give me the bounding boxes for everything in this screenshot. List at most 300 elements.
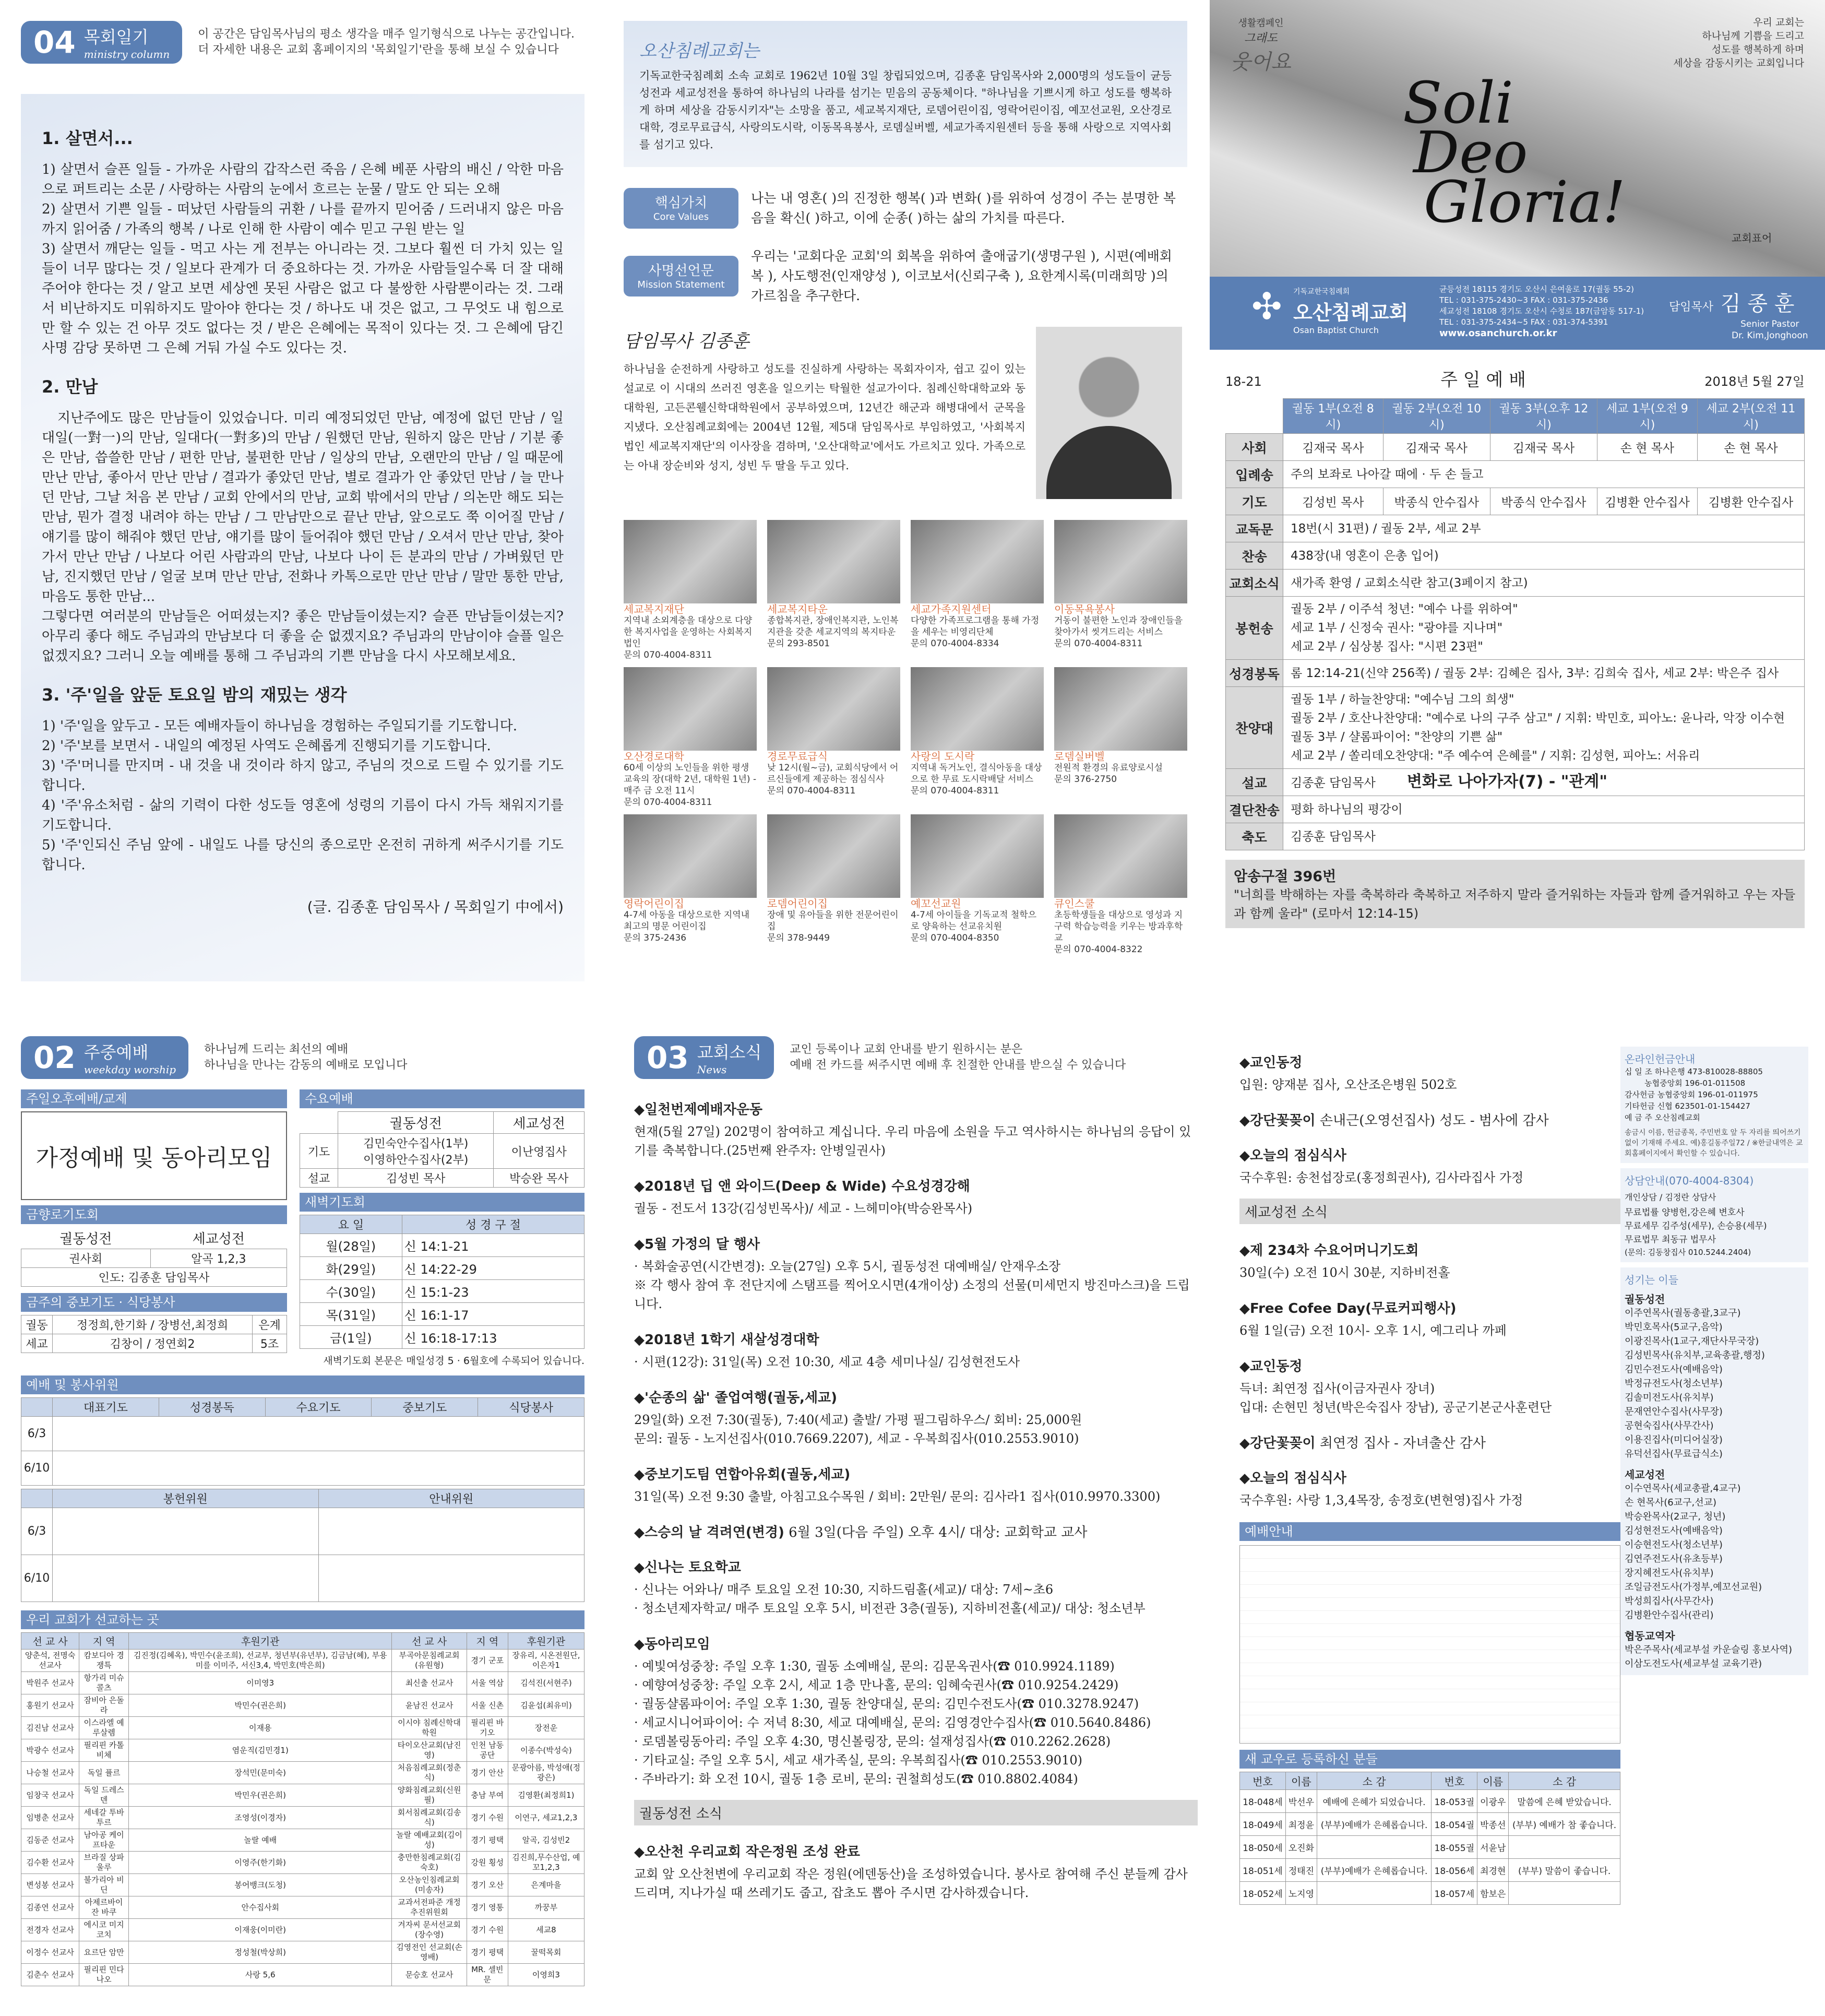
section-sub: ministry column (84, 48, 170, 61)
mission-row (21, 1852, 585, 1874)
slogan-line: 우리 교회는 (1753, 17, 1804, 28)
sermon-preacher: 김종훈 담임목사 (1291, 776, 1376, 790)
mission-en: Mission Statement (637, 279, 725, 290)
campaign-tag-3: 웃어요 (1231, 50, 1291, 74)
worship-cell: 궐동 2부 / 이주석 청년: "예수 나를 위하여" 세교 1부 / 신정숙 권사: "광야를 지나며" 세교 2부 / 심상봉 집사: "시편 23편" (1283, 597, 1805, 660)
newcomer-cell: 정태진 (1285, 1859, 1317, 1882)
memory-verse: "너희를 박해하는 자를 축복하라 축복하고 저주하지 말라 즐거워하는 자들과 함께 즐거워하고 우는 자들과 함께 울라" (로마서 12:14-15) (1234, 887, 1796, 921)
mission-cell: 박원주 선교사 (21, 1672, 79, 1694)
heading-2: 2. 만남 (42, 377, 98, 397)
newcomer-cell: 18-057세 (1432, 1882, 1477, 1905)
ministry-caption (767, 898, 900, 944)
worship-header (1225, 365, 1805, 391)
campaign-tag-2: 그래도 (1244, 32, 1278, 45)
staff-item: 박승완목사(2교구, 청년) (1625, 1511, 1726, 1522)
ministry-desc: 다양한 가족프로그램을 통해 가정을 세우는 비영리단체 (911, 615, 1040, 637)
newcomer-cell (1509, 1882, 1620, 1905)
ministry-photo (1054, 667, 1187, 751)
staff-group: 궐동성전 (1625, 1293, 1665, 1306)
staff-item: 이용진집사(미디어실장) (1625, 1434, 1723, 1445)
mission-row (21, 1672, 585, 1694)
volunteer-cells (318, 1555, 585, 1602)
counsel-line: 무료세무 김주성(세무), 손승용(세무) (1625, 1221, 1767, 1231)
newcomer-row (1240, 1882, 1620, 1905)
volunteer-cells (53, 1508, 319, 1555)
gwol-news-bar: 궐동성전 소식 (634, 1800, 1198, 1825)
mission-row (21, 1964, 585, 1986)
note-line-1: 교인 등록이나 교회 안내를 받기 원하시는 분은 (790, 1043, 1023, 1056)
mission-cell: 김영환(최정희1) (508, 1784, 584, 1807)
pastor-name: 김 종 훈 (1721, 292, 1795, 316)
mission-head: 지 역 (467, 1633, 508, 1650)
worship-cell: 18번(시 31편) / 궐동 2부, 세교 2부 (1283, 515, 1805, 542)
ministry-card (624, 814, 757, 955)
news-body: 6월 1일(금) 오전 10시- 오후 1시, 예그리나 까페 (1239, 1323, 1507, 1338)
friday-leader: 인도: 김종훈 담임목사 (21, 1268, 287, 1287)
mission-cell: 문광아름, 박성애(정광은) (508, 1762, 584, 1784)
cover-footer (1210, 277, 1825, 350)
mission-head: 후원기관 (508, 1633, 584, 1650)
mission-cell: 김석진(서현주) (508, 1672, 584, 1694)
mission-cell: 오산농인침례교회(미송자) (392, 1874, 467, 1896)
ministry-caption (1054, 603, 1187, 649)
news-body: · 복화술공연(시간변경): 오늘(27일) 오후 5시, 궐동성전 대예배실/ 안재우소장 ※ 각 행사 참여 후 전단지에 스탬프를 찍어오시면(4개이상) 소정의 선물(미세먼지 방진마스크)을 드립니다. (634, 1259, 1190, 1311)
newcomer-cell: 18-056세 (1432, 1859, 1477, 1882)
newcomer-cell (1317, 1882, 1432, 1905)
sermon-title: 변화로 나아가자(7) - "관계" (1406, 772, 1608, 791)
news-heading: ◆제 234차 수요어머니기도회 (1239, 1243, 1419, 1259)
ministry-caption (624, 751, 757, 808)
mission-cell: 까꿍부 (508, 1896, 584, 1919)
service-cells (53, 1417, 585, 1451)
section-sub: News (697, 1063, 727, 1076)
newcomer-cell: 18-053궐 (1432, 1790, 1477, 1813)
mission-cell: 경기 평택 (467, 1829, 508, 1852)
body-3: 1) '주'일을 앞두고 - 모든 예배자들이 하나님을 경험하는 주일되기를 기도합니다. 2) '주'보를 보면서 - 내일의 예정된 사역도 은혜롭게 진행되기를 기도합니다. 3) '주'머니를 만지며 - 내 것을 내 것이라 하지 않고, 주님의 것으로 드릴 수 있기를 기도합니다. 4) '주'유소처럼 - 삶의 기력이 다한 성도들 영혼에 성령의 기름이 다시 가득 채워지기를 기도합니다. 5) '주'인되신 주님 앞에 - 내일도 나를 당신의 종으로만 온전히 귀하게 써주시기를 기도합니다. (42, 718, 564, 873)
ministry-name: 로뎀실버벨 (1054, 750, 1105, 763)
church-name-en: Osan Baptist Church (1293, 325, 1379, 335)
mission-cell: 장석민(문미숙) (129, 1762, 392, 1784)
friday-bar: 금향로기도회 (21, 1205, 287, 1224)
mission-cell: 경기 군포 (467, 1650, 508, 1672)
ministry-name: 오산경로대학 (624, 750, 684, 763)
mission-cell: 경기 평택 (467, 1941, 508, 1964)
newcomer-cell: 최경현 (1477, 1859, 1509, 1882)
online-title: 온라인헌금안내 (1625, 1053, 1696, 1065)
mission-head: 선 교 사 (392, 1633, 467, 1650)
mission-cell: 최신출 선교사 (392, 1672, 467, 1694)
mission-cell: 강원 횡성 (467, 1852, 508, 1874)
worship-row-label: 교독문 (1226, 515, 1283, 542)
denomination: 기독교한국침례회 (1293, 288, 1350, 296)
column-body (21, 94, 585, 981)
mission-cell: 독일 드레스덴 (79, 1784, 129, 1807)
motto-caption: 교회표어 (1732, 232, 1772, 244)
online-box (1620, 1047, 1808, 1163)
newcomer-cell: (부부)예배가 은혜롭습니다. (1317, 1813, 1432, 1836)
staff-item: 김민수전도사(예배음악) (1625, 1364, 1723, 1375)
section-sub: weekday worship (84, 1063, 176, 1076)
mission-cell: 알곡, 김성빈2 (508, 1829, 584, 1852)
cell: 기도 (300, 1134, 338, 1169)
ministry-photo (1054, 520, 1187, 603)
staff-item: 박은주목사(세교부설 카운슬링 홍보사역) (1625, 1644, 1793, 1655)
address-line: TEL : 031-375-2434~5 FAX : 031-374-5391 (1439, 317, 1608, 327)
ministry-card (624, 520, 757, 661)
counsel-line: (문의: 김동창집사 010.5244.2404) (1625, 1248, 1751, 1257)
news-heading: ◆오늘의 점심식사 (1239, 1471, 1346, 1486)
ministry-name: 경로무료급식 (767, 750, 828, 763)
staff-item: 박정규전도사(청소년부) (1625, 1378, 1723, 1389)
wed-head: 세교성전 (494, 1112, 585, 1134)
mission-row (21, 1896, 585, 1919)
mission-cell: 놀랄 예배 (129, 1829, 392, 1852)
newcomer-cell: 이광우 (1477, 1790, 1509, 1813)
ministry-photo (911, 520, 1044, 603)
intro-box (624, 21, 1187, 167)
worship-cell: 주의 보좌로 나아갈 때에 · 두 손 들고 (1283, 461, 1805, 488)
worship-cell: 438장(내 영혼이 은총 입어) (1283, 542, 1805, 570)
newcomer-row (1240, 1859, 1620, 1882)
wednesday-bar: 수요예배 (300, 1089, 585, 1108)
mission-cell: 이종수(박성숙) (508, 1739, 584, 1762)
mission-cell: 김진정(김혜옥), 박민수(윤조희), 선교부, 청년부(유년부), 김금남(혜), 부용미를 이미주, 서신3,4, 박민호(박은희) (129, 1650, 392, 1672)
mission-row (624, 246, 1187, 306)
newcomer-cell: 18-054궐 (1432, 1813, 1477, 1836)
staff-item: 김병환안수집사(관리) (1625, 1610, 1714, 1621)
mission-cell: 이연구, 세교1,2,3 (508, 1807, 584, 1829)
news-body: 국수후원: 사랑 1,3,4목장, 송정호(변현영)집사 가정 (1239, 1493, 1523, 1508)
mission-cell: 이스라엘 예루살렘 (79, 1717, 129, 1739)
mission-row (21, 1829, 585, 1852)
ministry-name: 세교복지타운 (767, 603, 828, 615)
church-name: 오산침례교회 (1293, 301, 1409, 324)
worship-row-label: 성경봉독 (1226, 660, 1283, 687)
slogan-line: 하나님께 기쁨을 드리고 (1702, 30, 1804, 42)
address-line: 세교성전 18108 경기도 오산시 수청로 187(금암동 517-1) (1439, 306, 1644, 316)
worship-cell: 김재국 목사 (1383, 434, 1490, 461)
mission-cell: 필리핀 카톨비체 (79, 1739, 129, 1762)
pastor-title: 담임목사 김종훈 (624, 331, 749, 352)
worship-row-label: 교회소식 (1226, 570, 1283, 597)
cell: 이난영집사 (494, 1134, 585, 1169)
worship-cell: 롬 12:14-21(신약 256쪽) / 궐동 2부: 김혜은 집사, 3부: 김희숙 집사, 세교 2부: 박은주 집사 (1283, 660, 1805, 687)
body-1: 1) 살면서 슬픈 일들 - 가까운 사람의 갑작스런 죽음 / 은혜 베푼 사람의 배신 / 악한 마음으로 퍼트리는 소문 / 사랑하는 사람의 눈에서 흐르는 눈물 / 말도 안 되는 오해 2) 살면서 기쁜 일들 - 떠났던 사람들의 귀환 / 나를 끝까지 믿어줌 / 드러내지 않은 마음까지 읽어줌 / 가족의 행복 / 나로 인해 한 사람이 예수 믿고 구원 받는 일 3) 살면서 깨닫는 일들 - 먹고 사는 게 전부는 아니라는 것. 그보다 훨씬 더 가치 있는 일들이 너무 많다는 것 / 일보다 관계가 더 중요하다는 것. 가까운 사람들일수록 더 잘 대해주어야 한다는 것 / 알고 보면 세상엔 못된 사람은 없고 다 불쌍한 사람뿐이라는 것. 그래서 비난하지도 미워하지도 말아야 한다는 것 / 하나도 내 것은 없고, 그 무엇도 내 힘으로만 할 수 있는 건 아무 것도 없다는 것 / 받은 은혜에는 목적이 있다는 것. 그 은혜에 담긴 사명 감당 못하면 그 은혜 거둬 가실 수도 있다는 것. (42, 162, 564, 356)
mission-table (21, 1632, 585, 1986)
worship-row (1226, 660, 1805, 687)
dawn-day: 수(30일) (300, 1280, 402, 1303)
page-04-header (21, 21, 575, 64)
news-heading: ◆동아리모임 (634, 1636, 710, 1652)
service-head: 수요기도 (265, 1398, 372, 1417)
note-line-2: 하나님을 만나는 감동의 예배로 모입니다 (204, 1059, 408, 1072)
mission-head: 지 역 (79, 1633, 129, 1650)
mission-cell: 충만한침례교회(김숙호) (392, 1852, 467, 1874)
pastor-label: 담임목사 (1669, 301, 1714, 314)
body-2: 지난주에도 많은 만남들이 있었습니다. 미리 예정되었던 만남, 예정에 없던 만남 / 일대일(一對一)의 만남, 일대다(一對多)의 만남 / 원했던 만남, 원하지 않은 만남 / 기분 좋은 만남, 씁쓸한 만남 / 편한 만남, 불편한 만남 / 일상의 만남, 오랜만의 만남 / 일 때문에 만난 만남, 좋아서 만난 만남 / 결과가 좋았던 만남, 별로 결과가 안 좋았던 만남 / 늘 만나던 만남, 그날 처음 본 만남 / 교회 안에서의 만남, 교회 밖에서의 만남 / 의논만 해도 되는 만남, 뭔가 결정 내려야 하는 만남 / 그 만남만으로 끝난 만남, 앞으로도 쭉 이어질 만남 / 얘기를 많이 해줘야 했던 만남, 얘기를 많이 들어줘야 했던 만남 / 오셔서 만난 만남, 찾아가서 만난 만남 / 나보다 어린 사람과의 만남, 나보다 나이 든 분과의 만남 / 가벼웠던 만남, 진지했던 만남 / 얼굴 보며 만난 만남, 전화나 카톡으로만 만난 만남 / 말만 통한 만남, 마음도 통한 만남... 그렇다면 여러분의 만남들은 어떠셨는지? 좋은 만남들이셨는지? 슬픈 만남들이셨는지? 아무리 좋다 해도 주님과의 만남보다 더 좋을 순 없겠지요? 주님과의 만남이야 슬플 일은 없겠지요? 그러니 오늘 예배를 통해 그 주님과의 기쁜 만남을 다시 사모해보세요. (42, 410, 564, 664)
counsel-line: 무료법무 최동규 법무사 (1625, 1235, 1716, 1245)
worship-row (1226, 597, 1805, 660)
mission-cell: 타이오산교회(남진영) (392, 1739, 467, 1762)
worship-cell: 궐동 1부 / 하늘찬양대: "예수님 그의 희생" 궐동 2부 / 호산나찬양대: "예수로 나의 구주 삼고" / 지휘: 박민호, 피아노: 윤나라, 악장 이수현 궐동 3부 / 샬롬파이어: "찬양의 기쁜 삶" 세교 2부 / 쏠리데오찬양대: "주 예수여 은혜를" / 지휘: 김성현, 피아노: 서유리 (1283, 687, 1805, 769)
heading-3: 3. '주'일을 앞둔 토요일 밤의 재밌는 생각 (42, 685, 347, 705)
intercession-bar: 금주의 중보기도 · 식당봉사 (21, 1293, 287, 1312)
ministry-caption (767, 603, 900, 649)
service-head: 식당봉사 (478, 1398, 585, 1417)
page-04-panel (21, 21, 585, 981)
staff-item: 박민호목사(5교구,음악) (1625, 1322, 1723, 1333)
mission-cell: 인천 남동공단 (467, 1739, 508, 1762)
worship-guide-bar: 예배안내 (1239, 1522, 1620, 1541)
church-intro-panel (624, 21, 1187, 981)
dawn-bar: 새벽기도회 (300, 1193, 585, 1212)
dawn-head-row (300, 1215, 585, 1234)
newcomer-cell: (부부)예배가 은혜롭습니다. (1317, 1859, 1432, 1882)
ministry-photo (624, 667, 757, 751)
mission-cell: 에시코 미지코치 (79, 1919, 129, 1941)
ministry-tel: 문의 070-4004-8311 (767, 786, 856, 796)
news-body: 입원: 양재분 집사, 오산조은병원 502호 (1239, 1077, 1457, 1092)
ministry-card (1054, 520, 1187, 661)
service-date: 6/10 (21, 1555, 53, 1602)
staff-item: 이수연목사(세교총괄,4교구) (1625, 1483, 1741, 1494)
mission-cell: 캄보디아 경쟁특 (79, 1650, 129, 1672)
ministry-name: 이동목욕봉사 (1054, 603, 1115, 615)
ministry-photo (624, 520, 757, 603)
mission-cell: 브라질 상파울루 (79, 1852, 129, 1874)
ministry-caption (911, 603, 1044, 649)
address-line: 균등성전 18115 경기도 오산시 은여울로 17(궐동 55-2) (1439, 284, 1635, 294)
heading-1: 1. 살면서... (42, 128, 133, 148)
mission-cell: 세교8 (508, 1919, 584, 1941)
ministry-tel: 문의 070-4004-8334 (911, 638, 999, 649)
mission-row (21, 1762, 585, 1784)
sunday-title: 가정예배 및 동아리모임 (21, 1111, 287, 1200)
section-number: 03 (647, 1040, 689, 1075)
cell: 김민숙안수집사(1부) 이영하안수집사(2부) (338, 1134, 494, 1169)
mission-row (21, 1717, 585, 1739)
ministry-card (767, 520, 900, 661)
cell (21, 1489, 53, 1508)
service-head: 대표기도 (53, 1398, 159, 1417)
news-heading: ◆신나는 토요학교 (634, 1560, 741, 1575)
ministry-desc: 종합복지관, 장애인복지관, 노인복지관을 갖춘 세교지역의 복지타운 (767, 615, 899, 637)
ministry-desc: 60세 이상의 노인들을 위한 평생교육의 장(대학 2년, 대학원 1년) - 매주 금 오전 11시 (624, 763, 757, 796)
ministry-caption (624, 603, 757, 661)
mission-cell: 임창국 선교사 (21, 1784, 79, 1807)
mission-cell: 이정수 선교사 (21, 1941, 79, 1964)
worship-row (1226, 570, 1805, 597)
mission-cell: 문승호 선교사 (392, 1964, 467, 1986)
mission-cell: 임병춘 선교사 (21, 1807, 79, 1829)
mission-cell: 나승철 선교사 (21, 1762, 79, 1784)
mission-cell: 김영전인 선교회(손영배) (392, 1941, 467, 1964)
ministry-name: 사랑의 도시락 (911, 750, 975, 763)
staff-item: 이광진목사(1교구,재단사무국장) (1625, 1336, 1759, 1347)
mission-cell: 양화침례교회(신원필) (392, 1784, 467, 1807)
dawn-head: 성 경 구 절 (402, 1215, 584, 1234)
ministry-card (1054, 814, 1187, 955)
mission-cell: 이미영3 (129, 1672, 392, 1694)
newcomer-cell: 18-048세 (1240, 1790, 1286, 1813)
worship-cell: 김재국 목사 (1283, 434, 1383, 461)
section-note (790, 1042, 1126, 1073)
news-inline: 최연정 집사 - 자녀출산 감사 (1315, 1436, 1486, 1451)
intro-title: 오산침례교회는 (639, 41, 759, 62)
news-heading: ◆2018년 1학기 새살성경대학 (634, 1332, 819, 1348)
mission-row (21, 1919, 585, 1941)
core-label: 핵심가치 (654, 195, 708, 211)
news-body: 국수후원: 송천섭장로(홍정희권사), 김사라집사 가정 (1239, 1170, 1524, 1185)
worship-cell: 손 현 목사 (1697, 434, 1804, 461)
mission-cell: 요르단 암만 (79, 1941, 129, 1964)
mission-row (21, 1807, 585, 1829)
newcomer-cell: 오진화 (1285, 1836, 1317, 1859)
newcomer-cell: 예배에 은혜가 되었습니다. (1317, 1790, 1432, 1813)
mission-cell: 교과서전파준 개정추진위원회 (392, 1896, 467, 1919)
mission-row (21, 1874, 585, 1896)
slogan-line: 세상을 감동시키는 교회입니다 (1673, 57, 1804, 69)
newcomer-cell: 18-051세 (1240, 1859, 1286, 1882)
service-cells (53, 1451, 585, 1486)
worship-row (1226, 515, 1805, 542)
worship-col-head: 세교 2부(오전 11시) (1697, 399, 1804, 434)
mission-cell: 홍원기 선교사 (21, 1694, 79, 1717)
motto-line-3: Gloria! (1424, 169, 1626, 235)
campaign-tag: 생활캠페인 (1238, 18, 1284, 29)
account-line: 십 일 조 하나은행 473-810028-88805 (1625, 1067, 1763, 1076)
newcomer-bar: 새 교우로 등록하신 분들 (1239, 1750, 1620, 1769)
dawn-head: 요 일 (300, 1215, 402, 1234)
dawn-row (300, 1257, 585, 1280)
ministry-desc: 낮 12시(월~금), 교회식당에서 어르신들에게 제공하는 점심식사 (767, 763, 899, 785)
news-inline: 6월 3일(다음 주일) 오후 4시/ 대상: 교회학교 교사 (784, 1525, 1088, 1540)
mission-cell: 아제르바이잔 바쿠 (79, 1896, 129, 1919)
staff-item: 조일금전도사(가정부,예꼬선교원) (1625, 1582, 1762, 1593)
ministry-grid (624, 520, 1187, 955)
mission-cell: 김동준 선교사 (21, 1829, 79, 1852)
mission-head-row (21, 1633, 585, 1650)
ministry-photo (767, 667, 900, 751)
newcomer-cell: 18-052세 (1240, 1882, 1286, 1905)
memory-verse-box (1225, 860, 1805, 928)
column-signature: (글. 김종훈 담임목사 / 목회일기 中에서) (307, 898, 564, 916)
cell (300, 1112, 338, 1134)
mission-cell: 불가리아 비딘 (79, 1874, 129, 1896)
staff-list (1625, 1306, 1804, 1461)
mission-cell: 이영주(한기화) (129, 1852, 392, 1874)
wednesday-table (300, 1111, 585, 1188)
newcomer-cell: 최정윤 (1285, 1813, 1317, 1836)
ministry-card (1054, 667, 1187, 808)
address-line: TEL : 031-375-2430~3 FAX : 031-375-2436 (1439, 295, 1608, 305)
mission-cell: 필리핀 민다나오 (79, 1964, 129, 1986)
news-body: 득녀: 최연정 집사(이금자권사 장녀) 입대: 손현민 청년(박은숙집사 장남), 공군기본군사훈련단 (1239, 1381, 1552, 1415)
cell (21, 1398, 53, 1417)
staff-item: 문재연안수집사(사무장) (1625, 1406, 1723, 1417)
mission-row (21, 1941, 585, 1964)
section-note (204, 1042, 407, 1073)
news-heading: ◆중보기도팀 연합아유회(궐동,세교) (634, 1467, 851, 1483)
ministry-tel: 문의 070-4004-8350 (911, 933, 999, 943)
worship-cell: 새가족 환영 / 교회소식란 참고(3페이지 참고) (1283, 570, 1805, 597)
section-label: 주중예배 (84, 1042, 149, 1062)
worship-cell: 김병환 안수집사 (1597, 488, 1698, 515)
news-body: 30일(수) 오전 10시 30분, 지하비전홀 (1239, 1265, 1450, 1280)
core-en: Core Values (653, 211, 709, 222)
newcomer-cell: (부부) 예배가 참 좋습니다. (1509, 1813, 1620, 1836)
mission-cell: 장전운 (508, 1717, 584, 1739)
mission-cell: 독일 퓰르 (79, 1762, 129, 1784)
newcomer-cell: 18-055궐 (1432, 1836, 1477, 1859)
ministry-caption (767, 751, 900, 797)
account-line: 농협중앙회 196-01-011508 (1625, 1078, 1746, 1088)
ministry-desc: 장애 및 유아들을 위한 전문어린이집 (767, 910, 899, 932)
mission-badge (624, 256, 738, 297)
worship-cell (1283, 769, 1805, 796)
service-date: 6/3 (21, 1508, 53, 1555)
worship-row-label: 찬송 (1226, 542, 1283, 570)
mission-cell: 양춘석, 전명숙 선교사 (21, 1650, 79, 1672)
mission-cell: 박민우(권은희) (129, 1784, 392, 1807)
worship-col-head: 궐동 3부(오후 12시) (1490, 399, 1597, 434)
note-line-1: 하나님께 드리는 최선의 예배 (204, 1043, 349, 1056)
news-inline: 손내근(오영선집사) 성도 - 범사에 감사 (1315, 1113, 1549, 1129)
newcomer-cell: 18-049세 (1240, 1813, 1286, 1836)
dawn-day: 화(29일) (300, 1257, 402, 1280)
worship-row-label: 사회 (1226, 434, 1283, 461)
sidebar-panel (1620, 1047, 1808, 1798)
staff-item: 김연주전도사(유초등부) (1625, 1553, 1723, 1564)
news-heading: ◆5월 가정의 달 행사 (634, 1237, 760, 1252)
ministry-photo (911, 814, 1044, 898)
staff-list (1625, 1481, 1804, 1622)
news-body: 현재(5월 27일) 202명이 참여하고 계십니다. 우리 마음에 소원을 두고 역사하시는 하나님의 응답이 있기를 축복합니다.(25번째 완주자: 안병일권사) (634, 1124, 1191, 1158)
staff-item: 김성빈목사(유치부,교육총괄,행정) (1625, 1350, 1765, 1361)
ministry-desc: 거동이 불편한 노인과 장애인들을 찾아가서 씻겨드리는 서비스 (1054, 615, 1183, 637)
worship-col-head: 궐동 1부(오전 8시) (1283, 399, 1383, 434)
section-label: 교회소식 (697, 1042, 762, 1062)
mission-row (21, 1784, 585, 1807)
church-website-link[interactable]: www.osanchurch.or.kr (1439, 328, 1557, 339)
cell: 정정희,한기화 / 장병선,최정희 (53, 1315, 253, 1334)
newcomer-row (1240, 1813, 1620, 1836)
news-heading: ◆Free Cofee Day(무료커피행사) (1239, 1301, 1457, 1317)
news-heading: ◆오산천 우리교회 작은정원 조성 완료 (634, 1844, 860, 1860)
dawn-row (300, 1303, 585, 1326)
ministry-tel: 문의 378-9449 (767, 933, 830, 943)
worship-row (1226, 769, 1805, 796)
counsel-sub: 개인상담 / 김정란 상담사 (1625, 1192, 1716, 1202)
section-number: 02 (33, 1040, 76, 1075)
ministry-caption (911, 898, 1044, 944)
worship-row-label: 축도 (1226, 823, 1283, 850)
pastor-section (624, 327, 1187, 499)
dawn-day: 금(1일) (300, 1326, 402, 1349)
mission-cell: 서울 역삼 (467, 1672, 508, 1694)
worship-row-label: 설교 (1226, 769, 1283, 796)
mission-cell: 김진희,무수산업, 예꼬1,2,3 (508, 1852, 584, 1874)
ministry-tel: 문의 375-2436 (624, 933, 687, 943)
mission-cell: 서울 신촌 (467, 1694, 508, 1717)
mission-cell: 경기 오산 (467, 1874, 508, 1896)
counsel-box (1620, 1168, 1808, 1262)
news-body: 교회 앞 오산천변에 우리교회 작은 정원(에덴동산)을 조성하였습니다. 봉사로 참여해 주신 분들께 감사드리며, 지나가실 때 쓰레기도 줍고, 잡초도 뽑아 주시면 감사하겠습니다. (634, 1867, 1188, 1900)
ministry-desc: 지역내 독거노인, 결식아동을 대상으로 한 무료 도시락배달 서비스 (911, 763, 1042, 785)
friday-value: 권사회 (21, 1249, 151, 1268)
newcomer-cell: 말씀에 은혜 받았습니다. (1509, 1790, 1620, 1813)
intro-body: 기독교한국침례회 소속 교회로 1962년 10월 3일 창립되었으며, 김종훈 담임목사와 2,000명의 성도들이 균등성전과 세교성전을 통하여 하나님의 나라를 섬기는 믿음의 공동체이다. "하나님을 기쁘시게 하고 성도를 행복하게 하며 세상을 감동시키자"는 소망을 품고, 세교복지재단, 로뎀어린이집, 영락어린이집, 예꼬선교원, 오산경로대학, 경로무료급식, 사랑의도시락, 이동목욕봉사, 로뎀실버벨, 세교가족지원센터 등을 통해 사랑으로 지역사회를 섬기고 있다. (639, 69, 1172, 151)
